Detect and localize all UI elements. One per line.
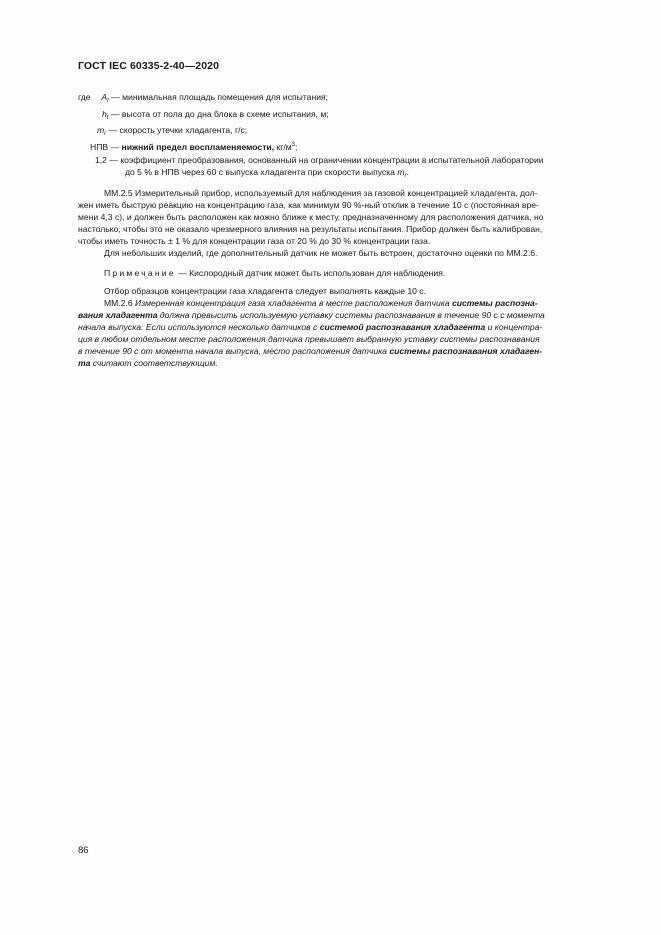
definition-coef-text: — коэффициент преобразования, основанный на ограничении концентрации в испытательной лаборатории — [109, 155, 544, 165]
symbol-coef: 1,2 — [95, 155, 107, 165]
mm26-l1-text: Измеренная концентрация газа хладагента в месте расположения датчика — [135, 298, 452, 308]
mm25-paragraph — [78, 187, 608, 259]
mm26-line-3 — [78, 321, 608, 333]
mm25-line-1: MM.2.5 Измерительный прибор, используемый для наблюдения за газовой концентрацией хладагента, дол- — [104, 188, 538, 198]
mm26-l3-text: начала выпуска. Если используются несколько датчиков с — [78, 322, 320, 332]
where-label: где — [78, 92, 91, 102]
mm25-line-5: чтобы иметь точность ± 1 % для концентрации газа от 20 % до 30 % концентрации газа. — [78, 236, 431, 246]
mm26-line-4: ция в любом отдельном месте расположения датчика превышает выбранную уставку системы распознавания — [78, 334, 540, 344]
subscript-m: r — [104, 131, 107, 137]
mm25-line-3: мени 4,3 с), и должен быть расположен как можно ближе к месту, предназначенному для расположения датчика, но — [78, 212, 544, 222]
mm26-l1-bold: системы распозна- — [451, 298, 538, 308]
npv-end: ; — [295, 142, 298, 152]
npv-bold-text: нижний предел воспламеняемости, — [121, 142, 275, 152]
mm26-l3-bold: системой распознавания хладагента — [319, 322, 486, 332]
mm25-line-4: настолько, чтобы это не оказало чрезмерного влияния на результаты испытания. Прибор должен быть калиброван, — [78, 224, 543, 234]
definition-coef-line2 — [125, 167, 409, 182]
mm26-l2-text: должна превысить используемую уставку системы распознавания в течение 90 с с момента — [157, 310, 545, 320]
coef-line2-subscript: r — [404, 173, 407, 179]
note-text: — Кислородный датчик может быть использован для наблюдения. — [175, 268, 446, 278]
mm26-paragraph — [78, 297, 608, 369]
coef-line2-end: . — [406, 167, 409, 177]
symbol-h: h — [102, 109, 107, 119]
symbol-m: m — [97, 125, 105, 135]
coef-line2-text: до 5 % в НПВ через 60 с выпуска хладагента при скорости выпуска — [125, 167, 398, 177]
mm26-line-2 — [78, 309, 608, 321]
mm26-line-1 — [78, 297, 608, 309]
note-paragraph — [104, 267, 634, 279]
coef-line2-symbol: m — [397, 167, 405, 177]
npv-dash: — — [110, 142, 120, 152]
mm26-l3-end: и концентра- — [485, 322, 543, 332]
symbol-npv: НПВ — [90, 142, 109, 152]
definition-coef — [95, 155, 544, 166]
page-number: 86 — [78, 845, 89, 856]
mm26-line-5 — [78, 345, 608, 357]
definition-m-text: — скорость утечки хладагента, г/с; — [108, 125, 248, 135]
mm26-l2-bold: вания хладагента — [78, 310, 158, 320]
subscript-a: t — [107, 98, 109, 104]
definition-m — [97, 125, 247, 140]
npv-unit-sup: 3 — [291, 142, 296, 148]
npv-unit: кг/м — [276, 142, 292, 152]
subscript-h: t — [106, 115, 109, 121]
symbol-a: A — [101, 92, 108, 102]
definition-npv — [90, 140, 297, 153]
mm26-l5-text: в течение 90 с от момента начала выпуска, место расположения датчика — [78, 346, 390, 356]
document-header: ГОСТ IEC 60335-2-40—2020 — [78, 60, 220, 72]
sampling-paragraph: Отбор образцов концентрации газа хладагента следует выполнять каждые 10 с. — [104, 286, 426, 296]
definition-a-text: — минимальная площадь помещения для испытания; — [111, 92, 329, 102]
mm26-l5-bold: системы распознавания хладаген- — [389, 346, 543, 356]
mm26-l6-bold: та — [78, 358, 91, 368]
mm25-small-products: Для небольших изделий, где дополнительный датчик не может быть встроен, достаточно оценки по MM.2.6. — [104, 248, 538, 258]
note-label: Примечание — [104, 268, 176, 278]
definition-a — [78, 92, 328, 107]
definition-h-text: — высота от пола до дна блока в схеме испытания, м; — [110, 109, 329, 119]
mm26-l6-end: считают соответствующим. — [90, 358, 218, 368]
definition-h — [102, 109, 329, 124]
mm26-number: MM.2.6 — [104, 298, 136, 308]
mm25-line-2: жен иметь быструю реакцию на концентрацию газа, как минимум 90 %-ный отклик в течение 10 с (постоянная вре- — [78, 200, 539, 210]
mm26-line-6 — [78, 357, 608, 369]
